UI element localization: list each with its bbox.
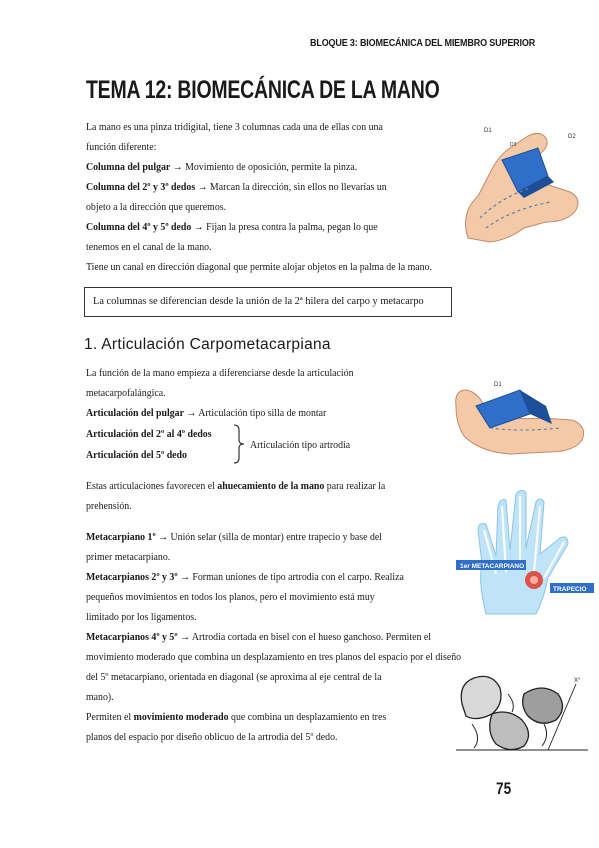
column-4-5 <box>86 218 378 238</box>
perm-pre: Permiten el <box>86 712 134 723</box>
column-2-3-text: → Marcan la dirección, sin ellos no llevarías un <box>195 182 387 193</box>
meta23-cont: limitado por los ligamentos. <box>86 612 197 623</box>
perm-text-cont: planos del espacio por diseño oblicuo de la artrodia del 5º dedo. <box>86 732 338 743</box>
canal-text: Tiene un canal en dirección diagonal que permite alojar objetos en la palma de la mano. <box>86 262 432 273</box>
hand-columns-figure <box>450 118 590 246</box>
meta23-label: Metacarpianos 2º y 3º <box>86 572 178 583</box>
fig4-label-axis: X° <box>574 678 581 684</box>
note-box <box>84 287 452 317</box>
fig3-label-meta: 1er METACARPIANO <box>460 563 525 570</box>
fig1-label-d3: D3 <box>510 142 517 148</box>
page-number: 75 <box>496 779 512 798</box>
section-paragraph: La función de la mano empieza a diferenciarse desde la articulación <box>86 368 354 379</box>
column-4-5-text: → Fijan la presa contra la palma, pegan lo que <box>191 222 378 233</box>
meta23-cont: pequeños movimientos en todos los planos, pero el movimiento está muy <box>86 592 375 603</box>
meta1 <box>86 528 382 548</box>
brace-icon <box>232 424 246 464</box>
fig2-label-d1: D1 <box>494 382 502 388</box>
column-2-3 <box>86 178 387 198</box>
column-4-5-label: Columna del 4º y 5º dedo <box>86 222 192 233</box>
section-heading: 1. Articulación Carpometacarpiana <box>84 336 331 353</box>
meta45-cont: mano). <box>86 692 114 703</box>
favor-bold: ahuecamiento de la mano <box>217 481 325 492</box>
art-thumb-text: → Articulación tipo silla de montar <box>183 408 327 419</box>
fig1-label-d1: D1 <box>484 128 492 134</box>
perm-bold: movimiento moderado <box>133 712 229 723</box>
meta45-text: → Artrodia cortada en bisel con el hueso ganchoso. Permiten el <box>177 632 431 643</box>
column-4-5-cont: tenemos en el canal de la mano. <box>86 242 212 253</box>
intro-line: función diferente: <box>86 142 157 153</box>
page-title: TEMA 12: BIOMECÁNICA DE LA MANO <box>86 76 440 104</box>
meta45-cont: movimiento moderado que combina un desplazamiento en tres planos del espacio por el diseño <box>86 652 462 663</box>
artrodia-label: Articulación tipo artrodia <box>250 440 351 451</box>
art-5 <box>86 446 187 466</box>
running-header: BLOQUE 3: BIOMECÁNICA DEL MIEMBRO SUPERIOR <box>310 37 536 49</box>
art-2-4 <box>86 425 212 445</box>
column-thumb-text: → Movimiento de oposición, permite la pinza. <box>170 162 358 173</box>
art-thumb <box>86 404 326 424</box>
hand-grip-figure <box>450 376 590 458</box>
column-2-3-label: Columna del 2º y 3º dedos <box>86 182 196 193</box>
favor-pre: Estas articulaciones favorecen el <box>86 481 218 492</box>
perm-text <box>86 708 386 728</box>
meta1-cont: primer metacarpiano. <box>86 552 171 563</box>
section-paragraph: metacarpofalángica. <box>86 388 166 399</box>
note-box-text: La columnas se diferencian desde la unión de la 2ª hilera del carpo y metacarpo <box>93 296 424 307</box>
meta23-text: → Forman uniones de tipo artrodia con el carpo. Realiza <box>177 572 404 583</box>
fig1-label-d2: D2 <box>568 134 576 140</box>
bone-sketch-figure <box>452 664 592 760</box>
meta45 <box>86 628 431 648</box>
column-thumb <box>86 158 357 178</box>
meta45-label: Metacarpianos 4º y 5º <box>86 632 178 643</box>
favor-text <box>86 477 385 497</box>
perm-post: que combina un desplazamiento en tres <box>228 712 387 723</box>
meta1-text: → Unión selar (silla de montar) entre trapecio y base del <box>155 532 383 543</box>
meta1-label: Metacarpiano 1º <box>86 532 156 543</box>
column-2-3-cont: objeto a la dirección que queremos. <box>86 202 227 213</box>
fig3-label-trapecio: TRAPECIO <box>553 586 587 593</box>
art-thumb-label: Articulación del pulgar <box>86 408 184 419</box>
meta23 <box>86 568 404 588</box>
hand-xray-figure <box>456 486 594 616</box>
art-5-label: Articulación del 5º dedo <box>86 450 187 461</box>
intro-line: La mano es una pinza tridigital, tiene 3 columnas cada una de ellas con una <box>86 122 383 133</box>
favor-text-cont: prehensión. <box>86 501 132 512</box>
column-thumb-label: Columna del pulgar <box>86 162 171 173</box>
meta45-cont: del 5º metacarpiano, orientada en diagonal (se aproxima al eje central de la <box>86 672 382 683</box>
art-2-4-label: Articulación del 2º al 4º dedos <box>86 429 212 440</box>
favor-post: para realizar la <box>324 481 386 492</box>
